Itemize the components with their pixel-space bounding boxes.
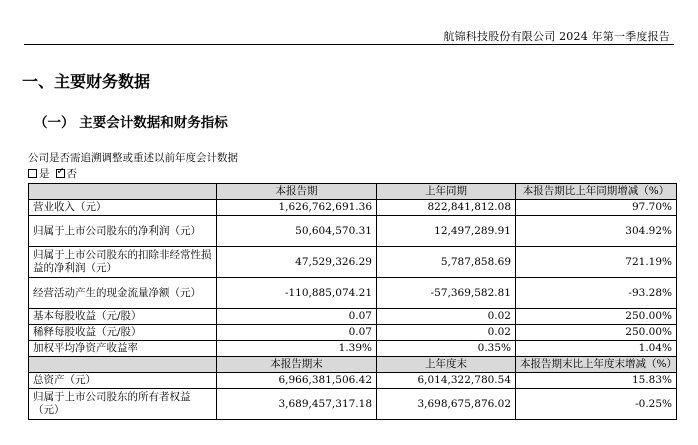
financial-indicators-table: [28, 183, 677, 420]
cell-value: 0.02: [377, 309, 516, 325]
cell-value: 3,698,675,876.02: [377, 389, 516, 420]
cell-value: 5,787,858.69: [377, 247, 516, 278]
cell-value: -93.28%: [516, 278, 677, 309]
header-cell: 本报告期末比上年度末增减（%）: [516, 357, 677, 373]
no-checkbox[interactable]: [56, 169, 65, 178]
row-label: 归属于上市公司股东的扣除非经常性损益的净利润（元）: [29, 247, 217, 278]
row-label: 总资产（元）: [29, 373, 217, 389]
table-row: [29, 309, 677, 325]
cell-value: 1,626,762,691.36: [217, 200, 377, 216]
cell-value: -110,885,074.21: [217, 278, 377, 309]
cell-value: 250.00%: [516, 309, 677, 325]
row-label: 归属于上市公司股东的所有者权益（元）: [29, 389, 217, 420]
row-label: 加权平均净资产收益率: [29, 341, 217, 357]
cell-value: 3,689,457,317.18: [217, 389, 377, 420]
no-label: 否: [66, 168, 77, 180]
cell-value: 0.35%: [377, 341, 516, 357]
header-cell: 上年同期: [377, 184, 516, 200]
cell-value: 50,604,570.31: [217, 216, 377, 247]
cell-value: 721.19%: [516, 247, 677, 278]
cell-value: -0.25%: [516, 389, 677, 420]
company-report-header: 航锦科技股份有限公司 2024 年第一季度报告: [443, 30, 670, 43]
table-row: [29, 389, 677, 420]
cell-value: -57,369,582.81: [377, 278, 516, 309]
cell-value: 97.70%: [516, 200, 677, 216]
table-row: [29, 341, 677, 357]
row-label: 营业收入（元）: [29, 200, 217, 216]
cell-value: 1.39%: [217, 341, 377, 357]
header-cell: 本报告期比上年同期增减（%）: [516, 184, 677, 200]
header-divider: [24, 44, 674, 45]
row-label: 稀释每股收益（元/股）: [29, 325, 217, 341]
cell-value: 822,841,812.08: [377, 200, 516, 216]
cell-value: 1.04%: [516, 341, 677, 357]
subsection-title: （一） 主要会计数据和财务指标: [34, 115, 228, 131]
table-header-row: [29, 184, 677, 200]
table-header-row: [29, 357, 677, 373]
header-cell: [29, 357, 217, 373]
header-cell: 本报告期末: [217, 357, 377, 373]
cell-value: 0.07: [217, 325, 377, 341]
row-label: 经营活动产生的现金流量净额（元）: [29, 278, 217, 309]
table-row: [29, 278, 677, 309]
cell-value: 6,966,381,506.42: [217, 373, 377, 389]
cell-value: 6,014,322,780.54: [377, 373, 516, 389]
row-label: 基本每股收益（元/股）: [29, 309, 217, 325]
cell-value: 47,529,326.29: [217, 247, 377, 278]
cell-value: 0.07: [217, 309, 377, 325]
cell-value: 0.02: [377, 325, 516, 341]
restatement-question: 公司是否需追溯调整或重述以前年度会计数据: [28, 152, 238, 164]
restatement-options: [28, 166, 83, 181]
cell-value: 12,497,289.91: [377, 216, 516, 247]
yes-label: 是: [39, 168, 50, 180]
table-row: [29, 200, 677, 216]
cell-value: 15.83%: [516, 373, 677, 389]
yes-checkbox[interactable]: [28, 169, 37, 178]
header-cell: 本报告期: [217, 184, 377, 200]
header-cell: 上年度末: [377, 357, 516, 373]
table-row: [29, 325, 677, 341]
header-cell: [29, 184, 217, 200]
section-title: 一、主要财务数据: [22, 72, 151, 91]
table-row: [29, 247, 677, 278]
cell-value: 250.00%: [516, 325, 677, 341]
cell-value: 304.92%: [516, 216, 677, 247]
table-row: [29, 216, 677, 247]
table-row: [29, 373, 677, 389]
row-label: 归属于上市公司股东的净利润（元）: [29, 216, 217, 247]
